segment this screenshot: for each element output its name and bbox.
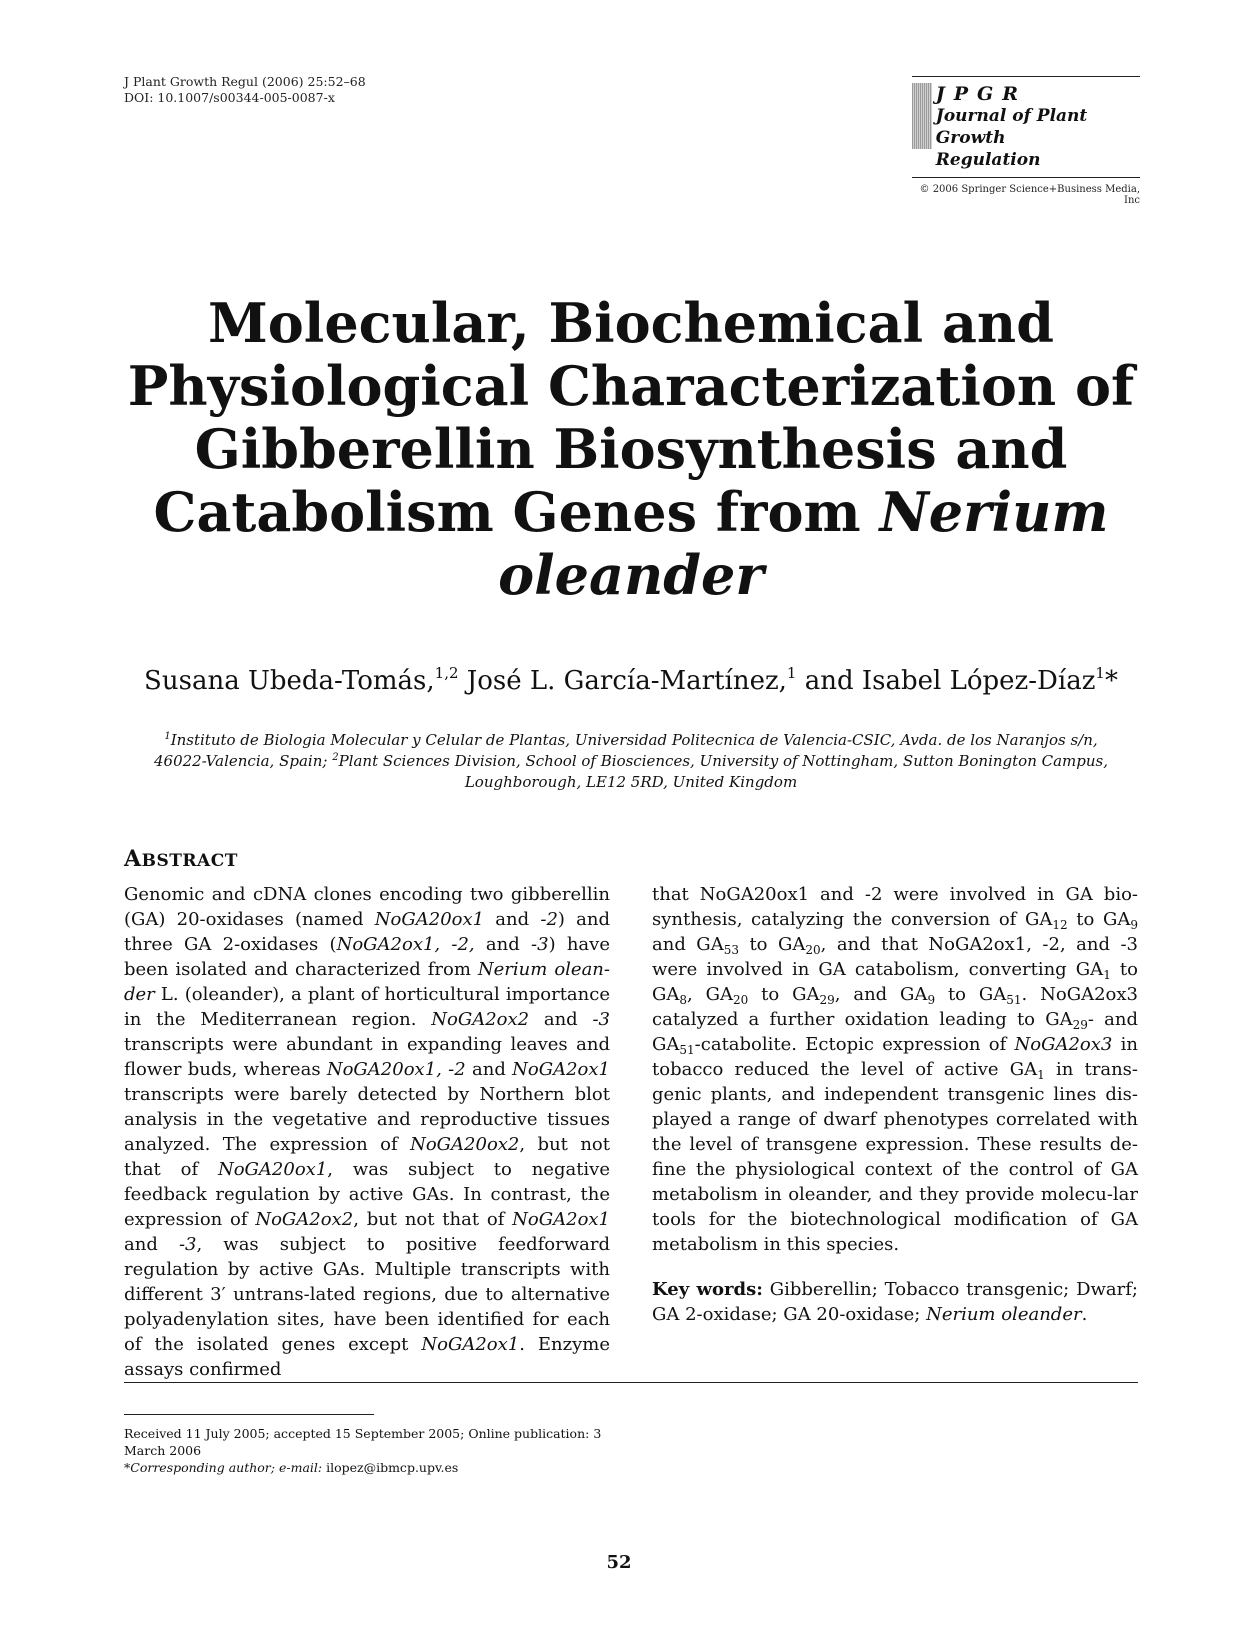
- keywords-text: Gibberellin; Tobacco transgenic; Dwarf; GA 2-oxidase; GA 20-oxidase;: [652, 1279, 1138, 1325]
- affil-mark: 1: [164, 731, 171, 742]
- keywords-species: Nerium oleander: [926, 1304, 1082, 1325]
- abstract-heading: [124, 846, 238, 872]
- author-name: and Isabel López-Díaz: [796, 666, 1096, 696]
- footnote-divider: [124, 1414, 374, 1415]
- affiliations: [124, 730, 1138, 793]
- affil-text: Plant Sciences Division, School of Biosciences, University of Nottingham, Sutton Bonington Campus,: [338, 752, 1109, 770]
- page-number: 52: [606, 1552, 632, 1573]
- author-name: Susana Ubeda-Tomás,: [144, 666, 435, 696]
- author-affil-mark: 1: [786, 664, 797, 682]
- journal-name-line2: Regulation: [935, 150, 1041, 170]
- journal-name-line1: Journal of Plant Growth: [935, 106, 1088, 148]
- author-affil-mark: 1: [1095, 664, 1105, 682]
- title-line: Molecular, Biochemical and: [208, 291, 1054, 355]
- title-species-genus: Nerium: [879, 480, 1109, 544]
- abstract-heading-initial: A: [124, 846, 142, 872]
- corresponding-email[interactable]: ilopez@ibmcp.upv.es: [326, 1460, 459, 1475]
- journal-acronym: JPGR: [935, 83, 1028, 105]
- journal-citation: J Plant Growth Regul (2006) 25:52–68: [124, 74, 366, 89]
- keywords-label: Key words:: [652, 1279, 763, 1300]
- footnotes: [124, 1425, 624, 1476]
- abstract-paragraph: that NoGA20ox1 and -2 were involved in GA bio-synthesis, catalyzing the conversion of $GA_{12}$ to $GA_9$ and $GA_{53}$ to $GA_{20}$, and that NoGA2ox1, -2, and -3 were involved in GA catabolism, converting $GA_1$ to $GA_8$, $GA_{20}$ to $GA_{29}$, and $GA_9$ to $GA_{51}$. NoGA2ox3 catalyzed a further oxidation leading to $GA_{29}-$ and $GA_{51}$-catabolite. Ectopic expression of NoGA2ox3 in tobacco reduced the level of active $GA_1$ in trans-genic plants, and independent transgenic lines dis-played a range of dwarf phenotypes correlated with the level of transgene expression. These results de-fine the physiological context of the control of GA metabolism in oleander, and they provide molecu-lar tools for the biotechnological modification of GA metabolism in this species.: [652, 884, 1138, 1255]
- citation-header: [124, 74, 366, 106]
- affil-mark: 2: [332, 752, 339, 763]
- corresponding-author: [124, 1459, 624, 1476]
- corresponding-mark: *: [1104, 666, 1118, 696]
- keywords-end: .: [1081, 1304, 1088, 1325]
- section-divider: [124, 1382, 1138, 1383]
- keywords: [652, 1277, 1138, 1327]
- received-dates: Received 11 July 2005; accepted 15 September 2005; Online publication: 3 March 2006: [124, 1426, 602, 1458]
- title-species-epithet: oleander: [498, 543, 764, 607]
- affil-text: Instituto de Biologia Molecular y Celular de Plantas, Universidad Politecnica de Valencia-CSIC, Avda. de los Naranjos s/n,: [170, 731, 1098, 749]
- doi: DOI: 10.1007/s00344-005-0087-x: [124, 90, 335, 105]
- corresponding-label: *Corresponding author; e-mail:: [124, 1460, 327, 1475]
- title-line: Physiological Characterization of: [127, 354, 1135, 418]
- logo-top-rule: [912, 76, 1140, 77]
- author-affil-mark: 1,2: [434, 664, 459, 682]
- title-line: Gibberellin Biosynthesis and: [194, 417, 1068, 481]
- author-name: José L. García-Martínez,: [458, 666, 787, 696]
- abstract-column-right: [652, 882, 1138, 1327]
- affil-text: Loughborough, LE12 5RD, United Kingdom: [464, 773, 798, 791]
- abstract-heading-rest: BSTRACT: [141, 851, 238, 871]
- logo-bottom-rule: [912, 177, 1140, 178]
- affil-text: 46022-Valencia, Spain;: [153, 752, 333, 770]
- abstract-column-left: Genomic and cDNA clones encoding two gibberellin (GA) 20-oxidases (named NoGA20ox1 and -2) and three GA 2-oxidases (NoGA2ox1, -2, and -3) have been isolated and characterized from Nerium olean-der L. (oleander), a plant of horticultural importance in the Mediterranean region. NoGA2ox2 and -3 transcripts were abundant in expanding leaves and flower buds, whereas NoGA20ox1, -2 and NoGA2ox1 transcripts were barely detected by Northern blot analysis in the vegetative and reproductive tissues analyzed. The expression of NoGA20ox2, but not that of NoGA20ox1, was subject to negative feedback regulation by active GAs. In contrast, the expression of NoGA2ox2, but not that of NoGA2ox1 and -3, was subject to positive feedforward regulation by active GAs. Multiple transcripts with different 3′ untrans-lated regions, due to alternative polyadenylation sites, have been identified for each of the isolated genes except NoGA2ox1. Enzyme assays confirmed: [124, 884, 611, 1380]
- title-line: Catabolism Genes from: [153, 480, 880, 544]
- copyright-notice: © 2006 Springer Science+Business Media, Inc: [919, 184, 1140, 206]
- journal-logo: [912, 76, 1140, 206]
- author-list: [124, 664, 1138, 698]
- journal-emblem-icon: [912, 83, 932, 149]
- paper-title: [124, 292, 1138, 607]
